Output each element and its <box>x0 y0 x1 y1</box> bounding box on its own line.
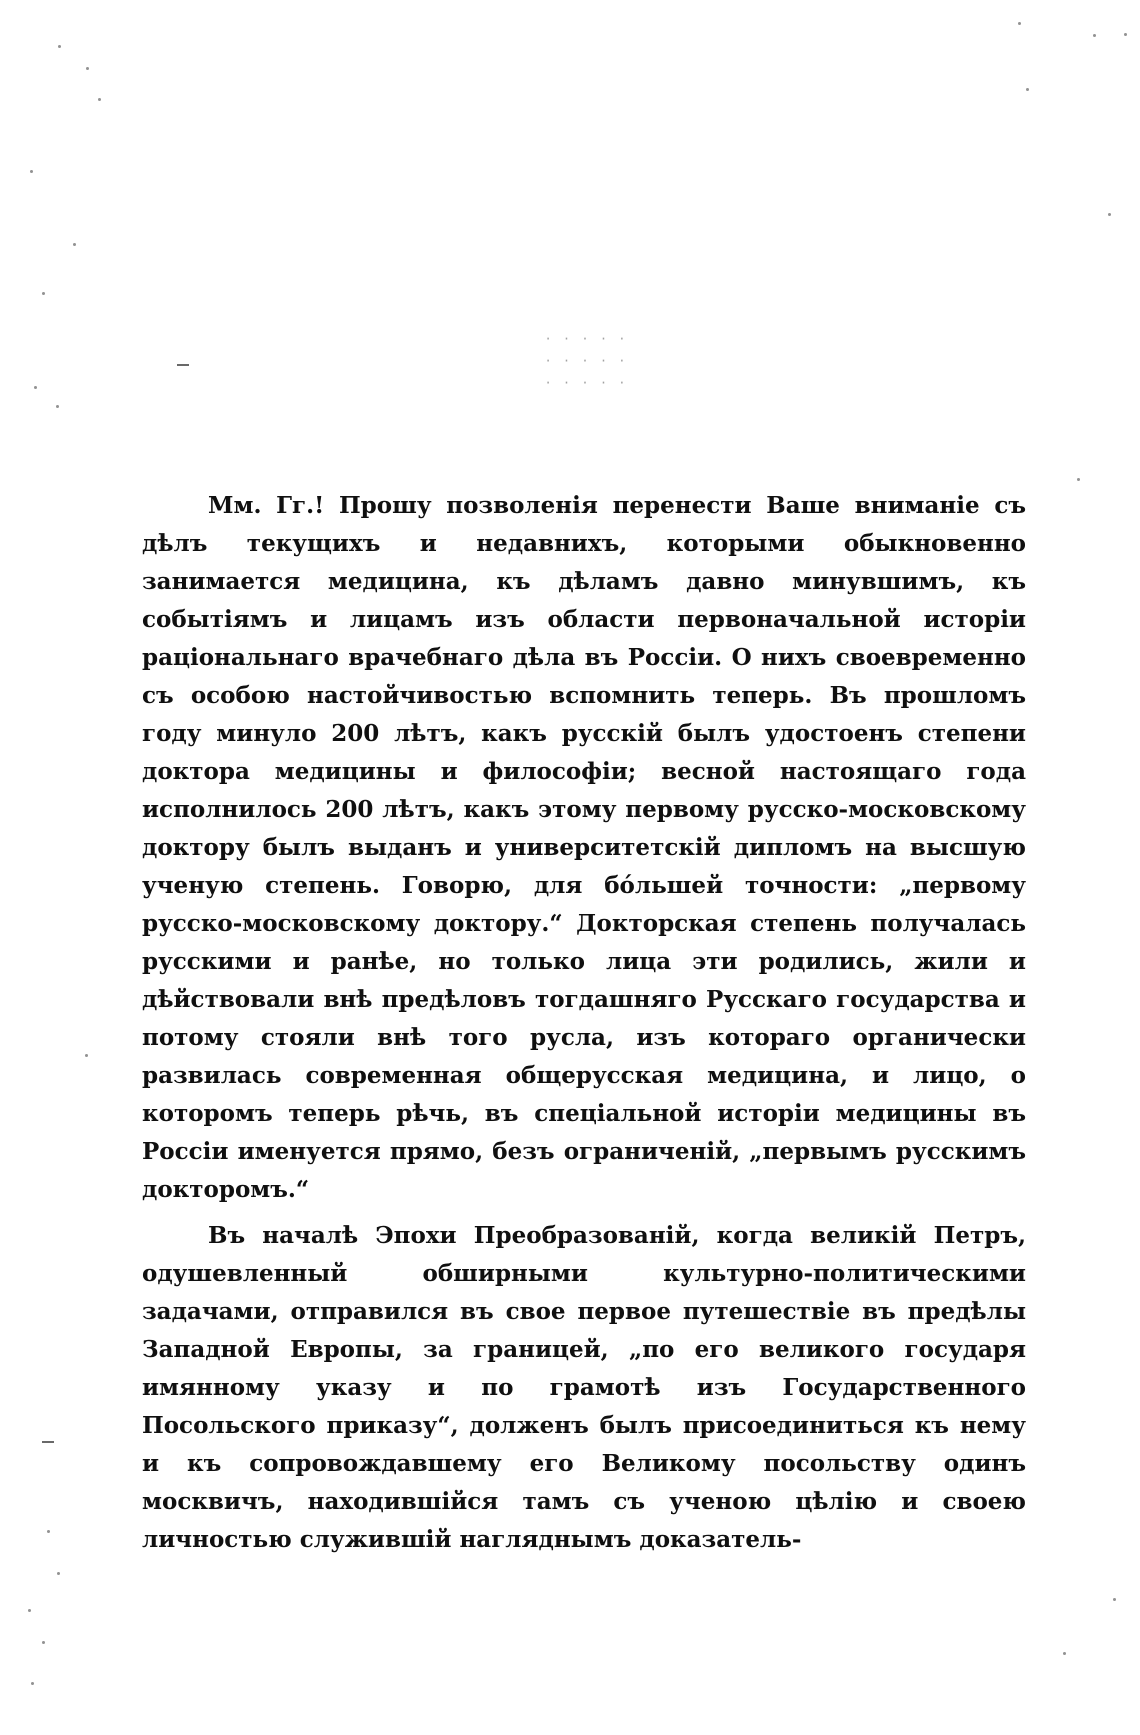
scan-speck <box>31 1682 34 1685</box>
scan-speck <box>58 45 61 48</box>
scan-mark <box>42 1441 54 1443</box>
document-body <box>142 487 1026 1559</box>
stamp-line-3: · · · · · <box>544 376 628 390</box>
stamp-line-2: · · · · · <box>544 354 628 368</box>
scan-speck <box>1113 1598 1116 1601</box>
scan-speck <box>98 98 101 101</box>
scan-speck <box>28 1609 31 1612</box>
scan-speck <box>30 170 33 173</box>
scan-speck <box>73 243 76 246</box>
scan-speck <box>1077 478 1080 481</box>
paragraph-2: Въ началѣ Эпохи Преобразованій, когда великій Петръ, одушевленный обширными культурно-политическими задачами, отправился въ свое первое путешествіе въ предѣлы Западной Европы, за границей, „по его великого государя имянному указу и по грамотѣ изъ Государственного Посольского приказу“, долженъ былъ присоединиться къ нему и къ сопровождавшему его Великому посольству одинъ москвичъ, находившійся тамъ съ ученою цѣлію и своею личностью служившій нагляднымъ доказатель- <box>142 1222 1026 1553</box>
scan-speck <box>57 1572 60 1575</box>
paragraph-1: Мм. Гг.! Прошу позволенія перенести Ваше вниманіе съ дѣлъ текущихъ и недавнихъ, которыми обыкновенно занимается медицина, къ дѣламъ давно минувшимъ, къ событіямъ и лицамъ изъ области первоначальной исторіи раціональнаго врачебнаго дѣла въ Россіи. О нихъ своевременно съ особою настойчивостью вспомнить теперь. Въ прошломъ году минуло 200 лѣтъ, какъ русскій былъ удостоенъ степени доктора медицины и философіи; весной настоящаго года исполнилось 200 лѣтъ, какъ этому первому русско-московскому доктору былъ выданъ и университетскій дипломъ на высшую ученую степень. Говорю, для бóльшей точности: „первому русско-московскому доктору.“ Докторская степень получалась русскими и ранѣе, но только лица эти родились, жили и дѣйствовали внѣ предѣловъ тогдашняго Русскаго государства и потому стояли внѣ того русла, изъ котораго органически развилась современная общерусская медицина, и лицо, о которомъ теперь рѣчь, въ спеціальной исторіи медицины въ Россіи именуется прямо, безъ ограниченій, „первымъ русскимъ докторомъ.“ <box>142 492 1026 1203</box>
scan-speck <box>1063 1652 1066 1655</box>
scan-speck <box>47 1530 50 1533</box>
stamp-line-1: · · · · · <box>544 332 628 346</box>
scan-speck <box>1026 88 1029 91</box>
scan-speck <box>34 386 37 389</box>
scan-speck <box>1108 213 1111 216</box>
scan-speck <box>1124 33 1127 36</box>
scan-mark <box>177 364 189 366</box>
scan-speck <box>42 292 45 295</box>
scan-speck <box>42 1641 45 1644</box>
scan-speck <box>86 67 89 70</box>
library-stamp <box>528 328 644 424</box>
scan-speck <box>1093 34 1096 37</box>
scan-speck <box>85 1054 88 1057</box>
scan-speck <box>1018 22 1021 25</box>
scan-speck <box>56 405 59 408</box>
